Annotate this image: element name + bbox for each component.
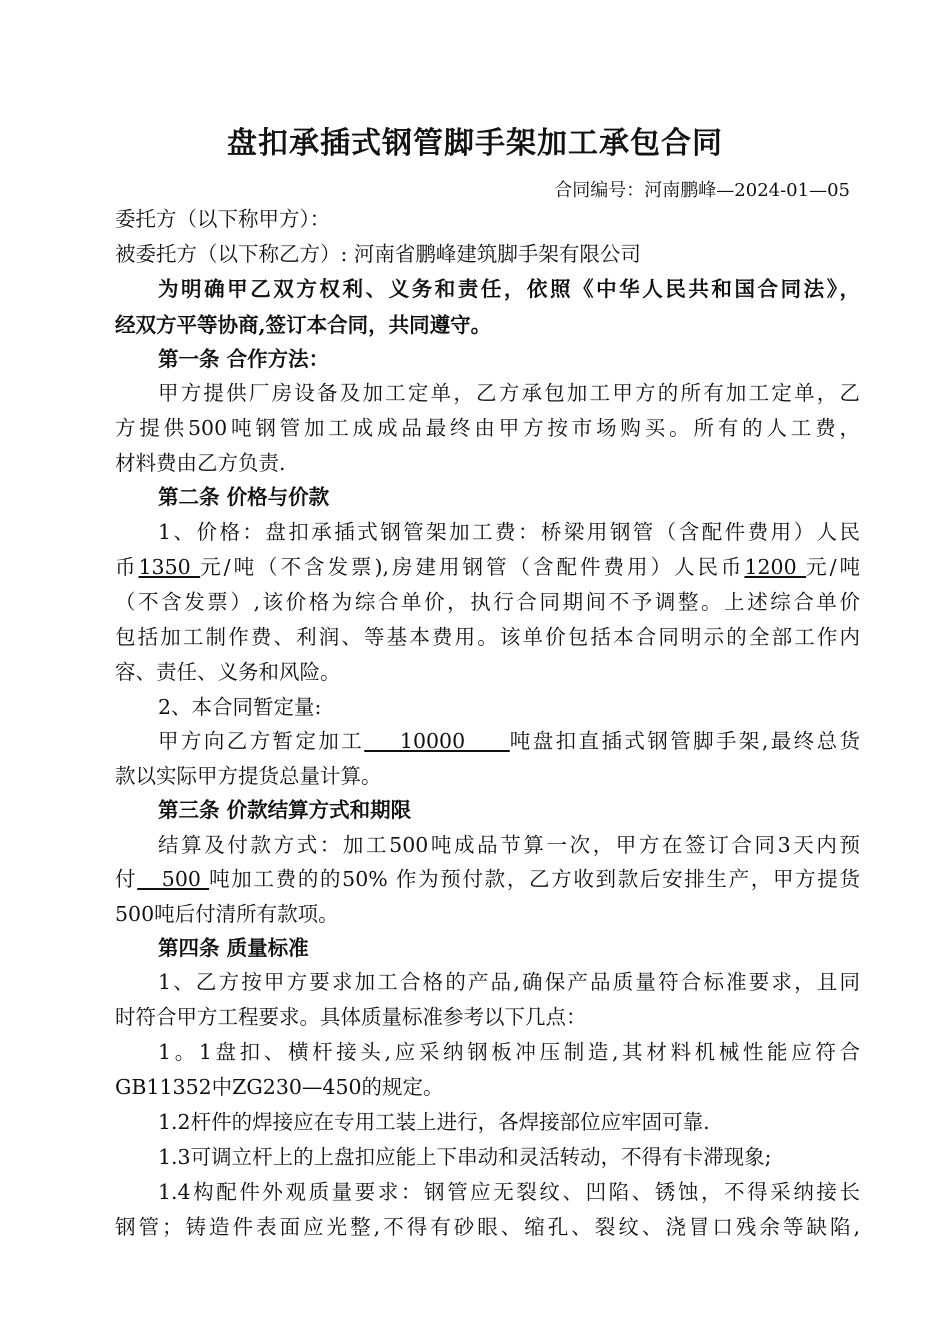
article-2-line-5: 容、责任、义务和风险。 bbox=[115, 660, 341, 684]
article-4-line-4: GB11352中ZG230—450的规定。 bbox=[115, 1075, 444, 1099]
article-2-line-1: 1、价格：盘扣承插式钢管架加工费：桥梁用钢管（含配件费用）人民 bbox=[158, 520, 860, 544]
article-1-line-1: 甲方提供厂房设备及加工定单，乙方承包加工甲方的所有加工定单，乙 bbox=[158, 381, 860, 405]
article-3-line-2 bbox=[115, 862, 860, 896]
article-4-line-7: 1.4构配件外观质量要求：钢管应无裂纹、凹陷、锈蚀，不得采纳接长 bbox=[158, 1180, 860, 1204]
article-2-line-2 bbox=[115, 550, 860, 584]
text-segment: 付 bbox=[115, 867, 138, 891]
contract-number: 合同编号：河南鹏峰—2024-01—05 bbox=[554, 180, 850, 201]
article-2-sub-heading: 2、本合同暂定量: bbox=[158, 695, 322, 719]
article-4-line-6: 1.3可调立杆上的上盘扣应能上下串动和灵活转动，不得有卡滞现象; bbox=[158, 1145, 772, 1169]
article-4-line-3: 1。1盘扣、横杆接头,应采纳钢板冲压制造,其材料机械性能应符合 bbox=[158, 1040, 860, 1064]
preamble-line-1: 为明确甲乙双方权利、义务和责任，依照《中华人民共和国合同法》， bbox=[158, 277, 860, 301]
building-price-value: 1200 bbox=[744, 555, 807, 579]
article-1-heading: 第一条 合作方法： bbox=[158, 347, 330, 371]
prepay-quantity-value: 500 bbox=[137, 867, 210, 891]
article-3-line-3: 500吨后付清所有款项。 bbox=[115, 902, 339, 926]
text-segment: 币 bbox=[115, 555, 139, 579]
article-1-line-3: 材料费由乙方负责. bbox=[115, 451, 286, 475]
party-b-line: 被委托方（以下称乙方）: 河南省鹏峰建筑脚手架有限公司 bbox=[115, 242, 641, 266]
article-2-line-4: 包括加工制作费、利润、等基本费用。该单价包括本合同明示的全部工作内 bbox=[115, 625, 860, 649]
text-segment: 甲方向乙方暂定加工 bbox=[158, 729, 365, 753]
quantity-value: 10000 bbox=[364, 729, 510, 753]
preamble-line-2: 经双方平等协商,签订本合同，共同遵守。 bbox=[115, 313, 492, 337]
article-2-line-7: 款以实际甲方提货总量计算。 bbox=[115, 764, 382, 788]
article-4-line-2: 时符合甲方工程要求。具体质量标准参考以下几点： bbox=[115, 1005, 587, 1029]
article-4-line-8: 钢管；铸造件表面应光整,不得有砂眼、缩孔、裂纹、浇冒口残余等缺陷, bbox=[115, 1215, 860, 1239]
document-title: 盘扣承插式钢管脚手架加工承包合同 bbox=[227, 126, 723, 161]
article-2-heading: 第二条 价格与价款 bbox=[158, 485, 330, 509]
article-4-line-5: 1.2杆件的焊接应在专用工装上进行，各焊接部位应牢固可靠. bbox=[158, 1110, 710, 1134]
text-segment: 吨盘扣直插式钢管脚手架,最终总货 bbox=[509, 729, 860, 753]
bridge-price-value: 1350 bbox=[138, 555, 201, 579]
article-4-line-1: 1、乙方按甲方要求加工合格的产品,确保产品质量符合标准要求，且同 bbox=[158, 970, 860, 994]
article-3-line-1: 结算及付款方式：加工500吨成品节算一次，甲方在签订合同3天内预 bbox=[158, 833, 860, 857]
text-segment: 吨加工费的的50% 作为预付款，乙方收到款后安排生产，甲方提货 bbox=[209, 867, 861, 891]
article-2-line-3: （不含发票）,该价格为综合单价，执行合同期间不予调整。上述综合单价 bbox=[115, 590, 860, 614]
article-3-heading: 第三条 价款结算方式和期限 bbox=[158, 798, 412, 822]
party-a-line: 委托方（以下称甲方）： bbox=[115, 207, 331, 231]
article-2-line-6 bbox=[158, 724, 860, 758]
article-1-line-2: 方提供500吨钢管加工成成品最终由甲方按市场购买。所有的人工费， bbox=[115, 416, 860, 440]
article-4-heading: 第四条 质量标准 bbox=[158, 936, 309, 960]
text-segment: 元/吨 bbox=[806, 555, 861, 579]
text-segment: 元/吨（不含发票),房建用钢管（含配件费用）人民币 bbox=[200, 555, 745, 579]
